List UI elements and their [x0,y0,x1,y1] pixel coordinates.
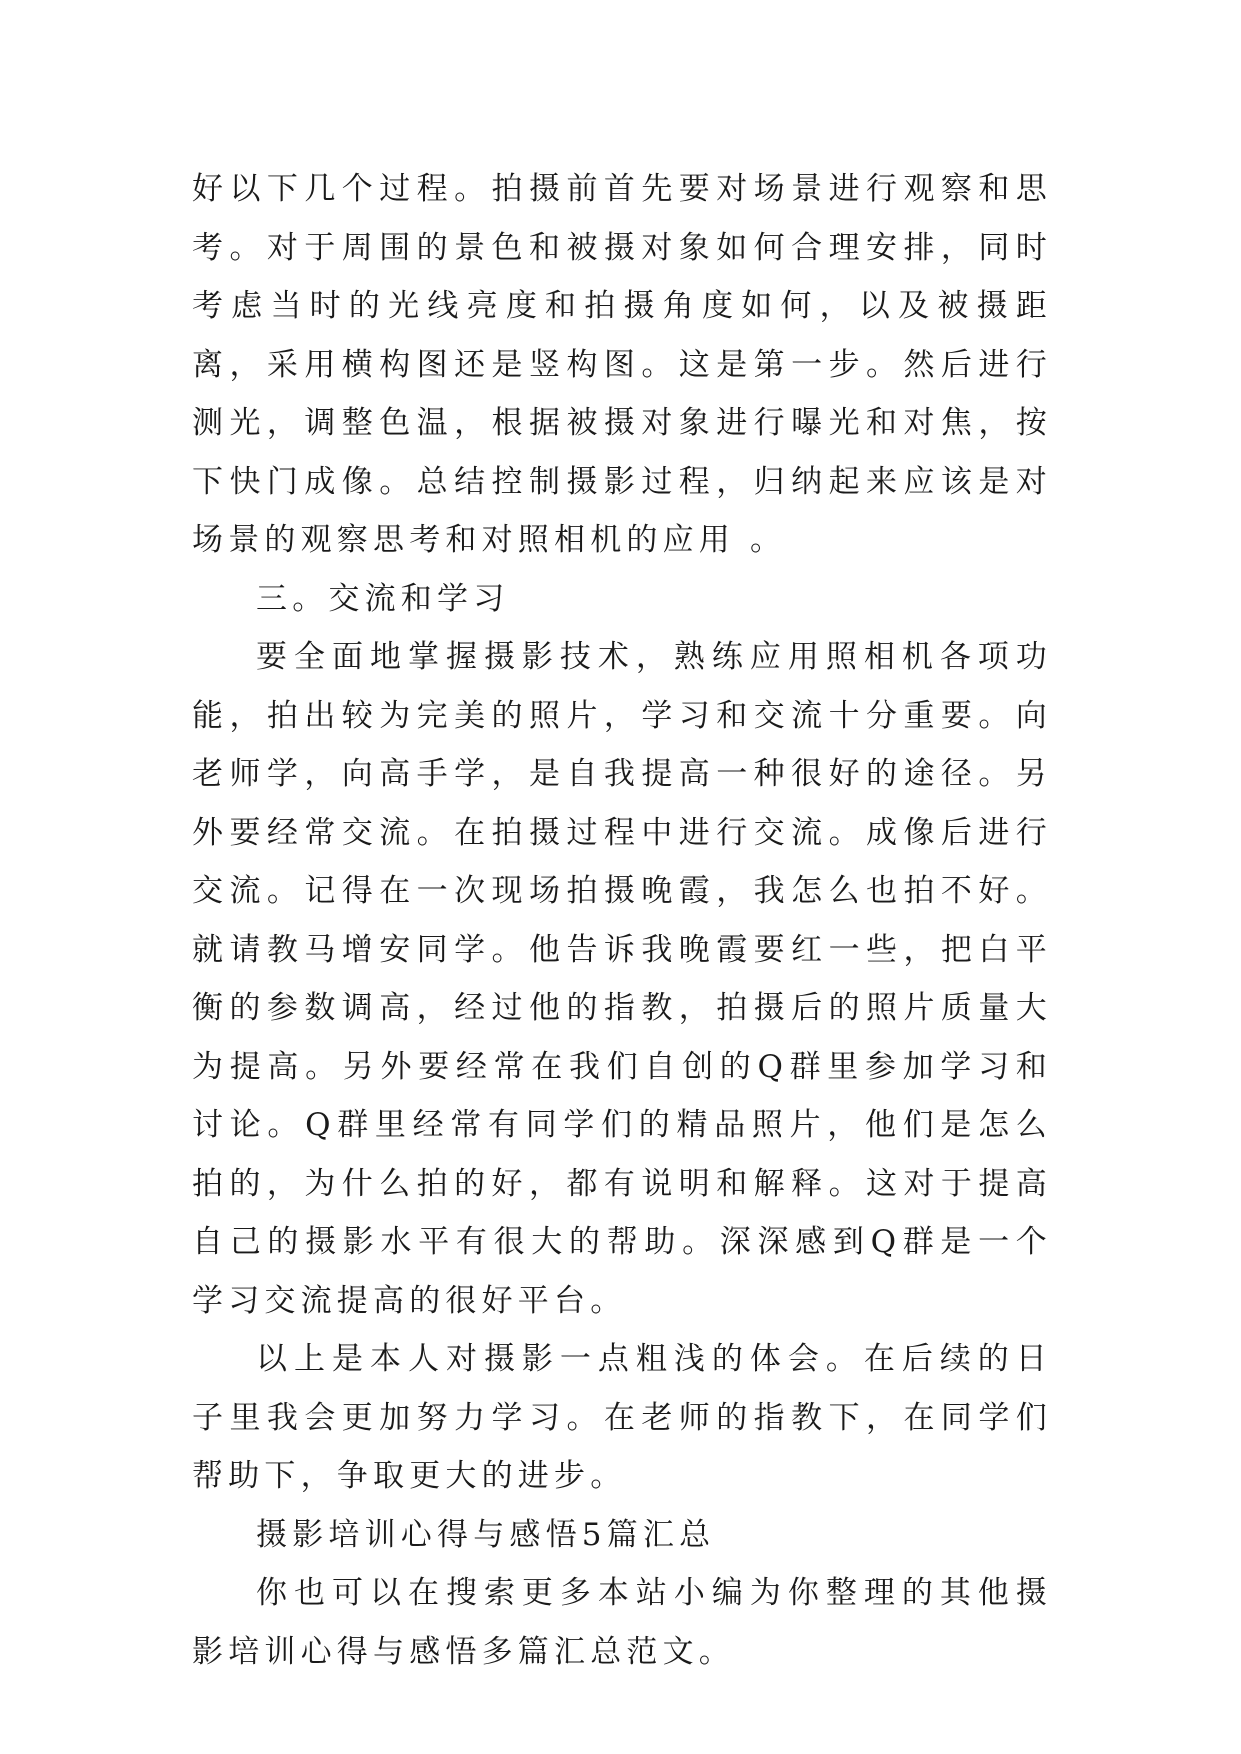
document-body [192,160,1052,1681]
paragraph-conclusion: 以上是本人对摄影一点粗浅的体会。在后续的日子里我会更加努力学习。在老师的指教下，在同学们帮助下，争取更大的进步。 [192,1341,1052,1494]
summary-heading: 摄影培训心得与感悟5篇汇总 [256,1516,716,1553]
paragraph-continued: 好以下几个过程。拍摄前首先要对场景进行观察和思考。对于周围的景色和被摄对象如何合理安排，同时考虑当时的光线亮度和拍摄角度如何，以及被摄距离，采用横构图还是竖构图。这是第一步。然后进行测光，调整色温，根据被摄对象进行曝光和对焦，按下快门成像。总结控制摄影过程，归纳起来应该是对场景的观察思考和对照相机的应用 。 [192,171,1052,558]
paragraph-learning: 要全面地掌握摄影技术，熟练应用照相机各项功能，拍出较为完美的照片，学习和交流十分重要。向老师学，向高手学，是自我提高一种很好的途径。另外要经常交流。在拍摄过程中进行交流。成像后进行交流。记得在一次现场拍摄晚霞，我怎么也拍不好。就请教马增安同学。他告诉我晚霞要红一些，把白平衡的参数调高，经过他的指教，拍摄后的照片质量大为提高。另外要经常在我们自创的Q群里参加学习和讨论。Q群里经常有同学们的精品照片，他们是怎么拍的，为什么拍的好，都有说明和解释。这对于提高自己的摄影水平有很大的帮助。深深感到Q群是一个学习交流提高的很好平台。 [192,639,1052,1319]
section-heading-exchange-and-learning: 三。交流和学习 [256,580,510,617]
paragraph-footer-note: 你也可以在搜索更多本站小编为你整理的其他摄影培训心得与感悟多篇汇总范文。 [192,1575,1052,1670]
